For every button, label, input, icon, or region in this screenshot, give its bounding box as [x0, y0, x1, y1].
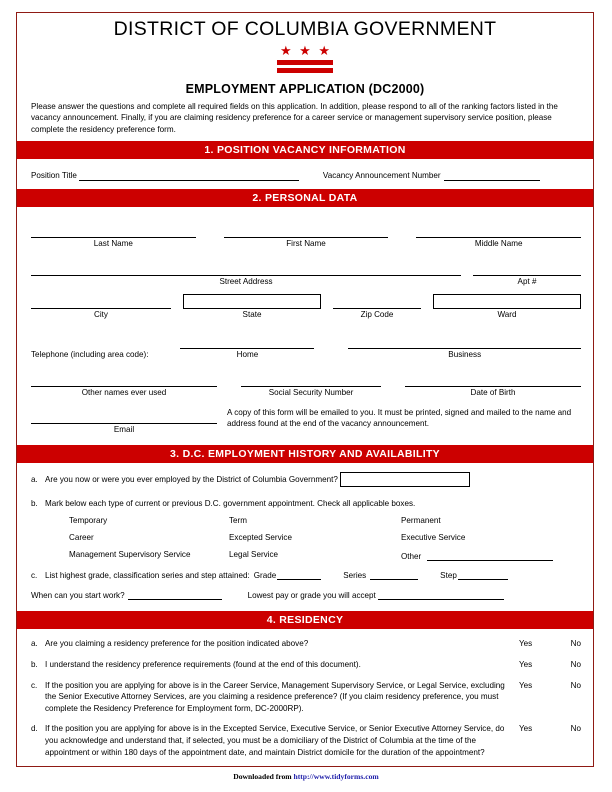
- telephone-label: Telephone (including area code):: [31, 350, 149, 360]
- star-icon: ★: [280, 43, 292, 58]
- other-identity-row: [31, 369, 581, 398]
- vacancy-number-label: Vacancy Announcement Number: [322, 171, 441, 181]
- grade-input[interactable]: [277, 569, 321, 580]
- dc-employment-select[interactable]: [340, 472, 470, 487]
- availability-row: [31, 589, 581, 605]
- question-3c-text: List highest grade, classification series and step attained:: [45, 571, 250, 581]
- position-title-label: Position Title: [31, 171, 77, 181]
- residency-b-no[interactable]: No: [570, 660, 581, 670]
- residency-a-letter: a.: [31, 639, 38, 649]
- question-3b: [31, 498, 581, 509]
- section-4-body: [17, 638, 593, 758]
- email-input[interactable]: [31, 413, 217, 424]
- dob-field: [405, 369, 581, 398]
- lowest-pay-label: Lowest pay or grade you will accept: [247, 591, 376, 601]
- step-input[interactable]: [458, 569, 508, 580]
- section-4-header: 4. RESIDENCY: [17, 611, 593, 629]
- footer: [0, 772, 612, 781]
- state-label: State: [242, 310, 262, 320]
- zip-code-label: Zip Code: [360, 310, 394, 320]
- series-input[interactable]: [370, 569, 418, 580]
- business-phone-input[interactable]: [348, 338, 581, 349]
- section-2-body: [17, 220, 593, 439]
- ward-field: [433, 294, 581, 320]
- section-3-body: [17, 472, 593, 605]
- flag-bar-bottom: [277, 68, 333, 73]
- star-icon: ★: [318, 43, 330, 58]
- ward-label: Ward: [497, 310, 517, 320]
- email-field: [31, 406, 217, 435]
- apt-field: [473, 258, 581, 287]
- appointment-other-input[interactable]: [427, 550, 553, 561]
- appointment-excepted-service[interactable]: Excepted Service: [229, 533, 292, 543]
- residency-c-yes[interactable]: Yes: [519, 680, 533, 690]
- city-label: City: [94, 310, 108, 320]
- residency-b-letter: b.: [31, 660, 38, 670]
- residency-item-d: [31, 723, 581, 758]
- section-1-header: 1. POSITION VACANCY INFORMATION: [17, 141, 593, 159]
- appointment-permanent[interactable]: Permanent: [401, 516, 441, 526]
- position-title-input[interactable]: [79, 170, 299, 181]
- grade-label: Grade: [253, 571, 277, 581]
- zip-code-input[interactable]: [333, 298, 421, 309]
- dob-input[interactable]: [405, 376, 581, 387]
- appointment-executive-service[interactable]: Executive Service: [401, 533, 466, 543]
- ssn-label: Social Security Number: [268, 388, 354, 398]
- start-work-input[interactable]: [128, 589, 222, 600]
- first-name-input[interactable]: [224, 227, 389, 238]
- section-1-body: [17, 170, 593, 183]
- dc-flag-logo: [277, 44, 333, 73]
- question-3c-letter: c.: [31, 571, 38, 581]
- ward-select[interactable]: [433, 294, 581, 309]
- other-names-input[interactable]: [31, 376, 217, 387]
- city-input[interactable]: [31, 298, 171, 309]
- telephone-row: [31, 331, 581, 360]
- form-subtitle: EMPLOYMENT APPLICATION (DC2000): [185, 82, 425, 96]
- appointment-management-supervisory-service[interactable]: Management Supervisory Service: [69, 550, 191, 560]
- residency-item-c: [31, 680, 581, 715]
- footer-prefix: Downloaded from: [233, 772, 294, 781]
- appointment-legal-service[interactable]: Legal Service: [229, 550, 279, 560]
- appointment-row: [69, 550, 581, 561]
- other-names-field: [31, 369, 217, 398]
- city-field: [31, 291, 171, 320]
- street-address-field: [31, 258, 461, 287]
- first-name-label: First Name: [286, 239, 326, 249]
- street-address-label: Street Address: [219, 277, 273, 287]
- residency-c-letter: c.: [31, 680, 38, 690]
- home-phone-field: [180, 331, 314, 360]
- residency-c-no[interactable]: No: [570, 680, 581, 690]
- residency-a-yes[interactable]: Yes: [519, 639, 533, 649]
- last-name-field: [31, 220, 196, 249]
- home-phone-input[interactable]: [180, 338, 314, 349]
- appointment-temporary[interactable]: Temporary: [69, 516, 108, 526]
- residency-a-text: Are you claiming a residency preference for the position indicated above?: [45, 639, 309, 649]
- appointment-other-label: Other: [401, 552, 422, 562]
- step-label: Step: [440, 571, 457, 581]
- residency-d-letter: d.: [31, 724, 38, 734]
- email-label: Email: [113, 425, 135, 435]
- appointment-type-grid: [69, 516, 581, 561]
- residency-b-yes[interactable]: Yes: [519, 660, 533, 670]
- residency-d-text: If the position you are applying for above is in the Excepted Service, Executive Service, or Senior Executive Attorney Service, do you acknowledge and understand that, if selected, you must be a domiciliary of the District of Columbia at the time of the appointment or within 180 days of the appointment date, and maintain District domicile for the duration of the appointment?: [45, 724, 505, 757]
- state-field: [183, 294, 321, 320]
- dob-label: Date of Birth: [470, 388, 516, 398]
- vacancy-number-input[interactable]: [444, 170, 540, 181]
- residency-d-no[interactable]: No: [570, 724, 581, 734]
- residency-a-yesno: [519, 638, 581, 650]
- city-state-zip-row: [31, 291, 581, 320]
- appointment-row: [69, 533, 581, 542]
- name-row: [31, 220, 581, 249]
- business-phone-label: Business: [448, 350, 482, 360]
- apt-label: Apt #: [517, 277, 537, 287]
- email-note: A copy of this form will be emailed to you. It must be printed, signed and mailed to the name and address found at the end of the vacancy announcement.: [227, 408, 572, 429]
- appointment-career[interactable]: Career: [69, 533, 94, 543]
- flag-bar-top: [277, 60, 333, 65]
- residency-a-no[interactable]: No: [570, 639, 581, 649]
- state-select[interactable]: [183, 294, 321, 309]
- question-3b-letter: b.: [31, 499, 38, 509]
- page-title: DISTRICT OF COLUMBIA GOVERNMENT: [113, 18, 497, 40]
- zip-code-field: [333, 291, 421, 320]
- residency-item-a: [31, 638, 581, 650]
- position-vacancy-row: [31, 170, 581, 183]
- footer-url[interactable]: http://www.tidyforms.com: [293, 772, 379, 781]
- home-phone-label: Home: [236, 350, 259, 360]
- appointment-row: [69, 516, 581, 525]
- flag-stars: [277, 44, 333, 57]
- question-3a-text: Are you now or were you ever employed by the District of Columbia Government?: [45, 475, 338, 485]
- grade-series-step-row: [31, 569, 581, 580]
- question-3b-text: Mark below each type of current or previous D.C. government appointment. Check all applicable boxes.: [45, 499, 416, 509]
- email-row: [31, 406, 581, 439]
- apt-input[interactable]: [473, 265, 581, 276]
- residency-b-yesno: [519, 659, 581, 671]
- first-name-field: [224, 220, 389, 249]
- other-names-label: Other names ever used: [81, 388, 167, 398]
- series-label: Series: [343, 571, 367, 581]
- residency-c-text: If the position you are applying for above is in the Career Service, Management Supervisory Service, or Legal Service, excluding the Senior Executive Attorney Services, are you claiming a residence preference? (If you claim residency preference, you must complete the Residency Preference for Employment form, DC-2000RP).: [45, 680, 505, 713]
- appointment-term[interactable]: Term: [229, 516, 247, 526]
- section-3-header: 3. D.C. EMPLOYMENT HISTORY AND AVAILABILITY: [17, 445, 593, 463]
- ssn-input[interactable]: [241, 376, 381, 387]
- section-2-header: 2. PERSONAL DATA: [17, 189, 593, 207]
- last-name-input[interactable]: [31, 227, 196, 238]
- residency-item-b: [31, 659, 581, 671]
- residency-c-yesno: [519, 680, 581, 715]
- lowest-pay-input[interactable]: [378, 589, 504, 600]
- form-instructions: Please answer the questions and complete all required fields on this application. In addition, please respond to all of the ranking factors listed in the vacancy announcement. Finally, if you are claiming residency preference for a career service or management supervisory service position, please complete the residency preference form.: [31, 102, 558, 134]
- form-page: [16, 12, 594, 767]
- last-name-label: Last Name: [93, 239, 133, 249]
- middle-name-field: [416, 220, 581, 249]
- street-address-input[interactable]: [31, 265, 461, 276]
- middle-name-input[interactable]: [416, 227, 581, 238]
- residency-d-yesno: [519, 723, 581, 758]
- start-work-label: When can you start work?: [31, 591, 125, 601]
- question-3a-letter: a.: [31, 475, 38, 485]
- question-3a: [31, 472, 581, 487]
- ssn-field: [241, 369, 381, 398]
- business-phone-field: [348, 331, 581, 360]
- address-row: [31, 258, 581, 287]
- residency-b-text: I understand the residency preference requirements (found at the end of this document).: [45, 660, 361, 670]
- star-icon: ★: [299, 43, 311, 58]
- middle-name-label: Middle Name: [474, 239, 523, 249]
- residency-d-yes[interactable]: Yes: [519, 724, 533, 734]
